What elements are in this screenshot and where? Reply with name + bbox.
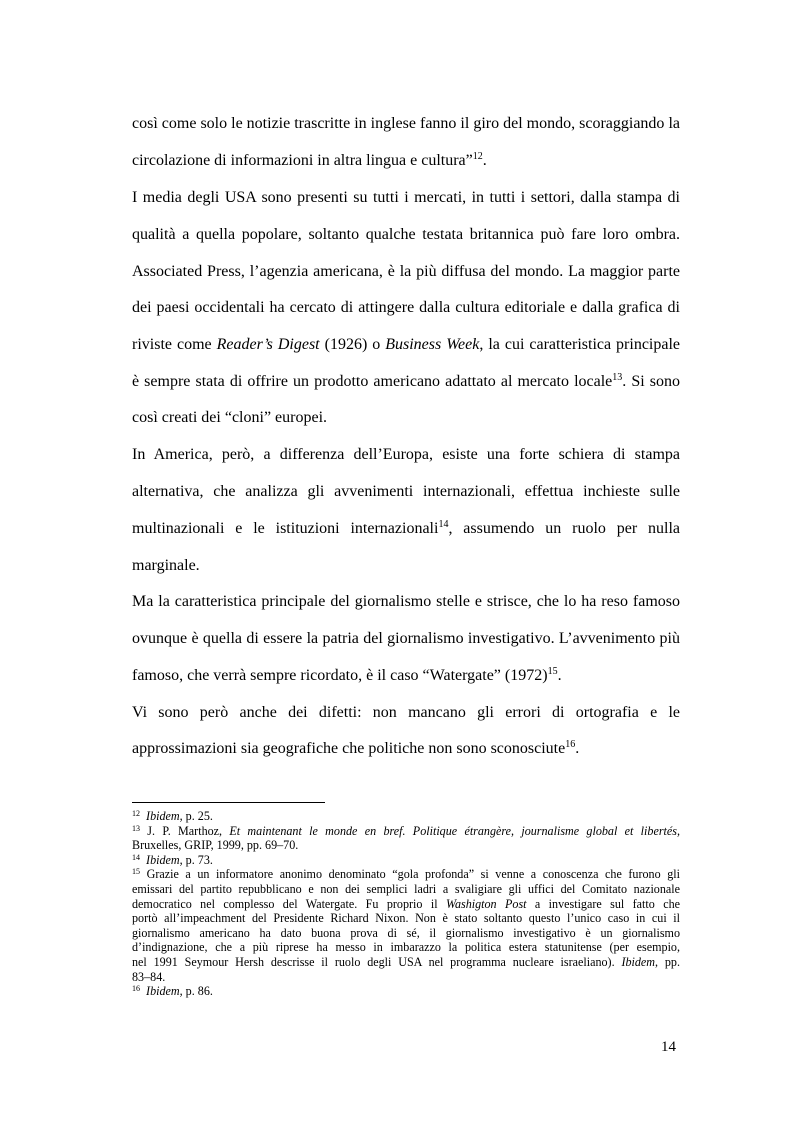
text-line: è sempre stata di offrire un prodotto americano adattato al mercato locale$^{13}$. Si sono	[132, 372, 680, 390]
text-line: Ma la caratteristica principale del giornalismo stelle e strisce, che lo ha reso famoso	[132, 593, 680, 610]
text-line: riviste come Reader’s Digest (1926) o Business Week, la cui caratteristica principale	[132, 336, 681, 353]
text-line: così come solo le notizie trascritte in inglese fanno il giro del mondo, scoraggiando la	[132, 115, 680, 132]
footnote-15-cont: giornalismo americano ha dato buona prova di sé, il giornalismo investigativo è un giornalismo	[132, 925, 680, 940]
page-number: 14	[661, 1039, 676, 1055]
footnote-13: $^{13}$ J. P. Marthoz, Et maintenant le monde en bref. Politique étrangère, journalisme global et libertés,	[132, 823, 680, 838]
footnote-15: $^{15}$ Grazie a un informatore anonimo denominato “gola profonda” si venne a conoscenza che furono gli	[132, 867, 680, 882]
text-line: qualità a quella popolare, soltanto qualche testata britannica può fare loro ombra.	[132, 226, 680, 243]
text-line: così creati dei “cloni” europei.	[132, 409, 328, 426]
text-line: In America, però, a differenza dell’Europa, esiste una forte schiera di stampa	[132, 446, 680, 463]
footnote-ref-16[interactable]: 16	[565, 739, 576, 750]
footnote-ref-13[interactable]: 13	[612, 372, 623, 383]
text-line: I media degli USA sono presenti su tutti i mercati, in tutti i settori, dalla stampa di	[132, 189, 680, 206]
text-line: Associated Press, l’agenzia americana, è la più diffusa del mondo. La maggior parte	[132, 263, 680, 280]
footnote-15-cont: portò all’impeachment del Presidente Richard Nixon. Non è stato soltanto questo l’unico caso in cui il	[132, 911, 680, 926]
footnote-15-cont: d’indignazione, che a più riprese ha messo in imbarazzo la politica estera statunitense (per esempio,	[132, 940, 680, 955]
text-line: marginale.	[132, 557, 200, 574]
footnote-15-cont: emissari del partito repubblicano e non dei semplici ladri a svaligiare gli uffici del Comitato nazionale	[132, 881, 680, 896]
footnote-separator	[132, 802, 325, 803]
text-line: Vi sono però anche dei difetti: non mancano gli errori di ortografia e le	[132, 704, 680, 721]
text-line: dei paesi occidentali ha cercato di attingere dalla cultura editoriale e dalla grafica di	[132, 299, 680, 316]
footnote-ref-14[interactable]: 14	[438, 519, 449, 530]
text-line: famoso, che verrà sempre ricordato, è il caso “Watergate” $(1972)^{15}$.	[132, 666, 562, 684]
text-line: multinazionali e le istituzioni internazionali$^{14}$, assumendo un ruolo per nulla	[132, 519, 681, 537]
footnote-13-cont: Bruxelles, GRIP, 1999, pp. 69–70.	[132, 838, 299, 853]
periodical-title: Reader’s Digest	[216, 336, 320, 353]
footnote-14: $^{14}$ Ibidem, p. 73.	[132, 852, 213, 867]
footnote-15-cont: 83–84.	[132, 969, 166, 984]
footnote-15-cont: democratico nel complesso del Watergate. Fu proprio il Washigton Post a investigare sul fatto che	[132, 896, 681, 911]
footnote-16: $^{16}$ Ibidem, p. 86.	[132, 984, 213, 999]
footnote-ref-12[interactable]: 12	[472, 151, 483, 162]
footnotes	[132, 809, 680, 999]
text-line: circolazione di informazioni in altra lingua e cultura”$^{12}$.	[132, 151, 487, 169]
text-line: approssimazioni sia geografiche che politiche non sono sconosciute$^{16}$.	[132, 739, 580, 757]
text-line: alternativa, che analizza gli avvenimenti internazionali, effettua inchieste sulle	[132, 483, 680, 500]
footnote-12: $^{12}$ Ibidem, p. 25.	[132, 809, 213, 823]
footnote-15-cont: nel 1991 Seymour Hersh descrisse il ruolo degli USA nel programma nucleare israeliano). Ibidem, pp.	[132, 954, 680, 969]
footnote-ref-15[interactable]: 15	[547, 666, 558, 677]
text-line: ovunque è quella di essere la patria del giornalismo investigativo. L’avvenimento più	[132, 630, 680, 647]
periodical-title: Business Week	[385, 336, 480, 353]
